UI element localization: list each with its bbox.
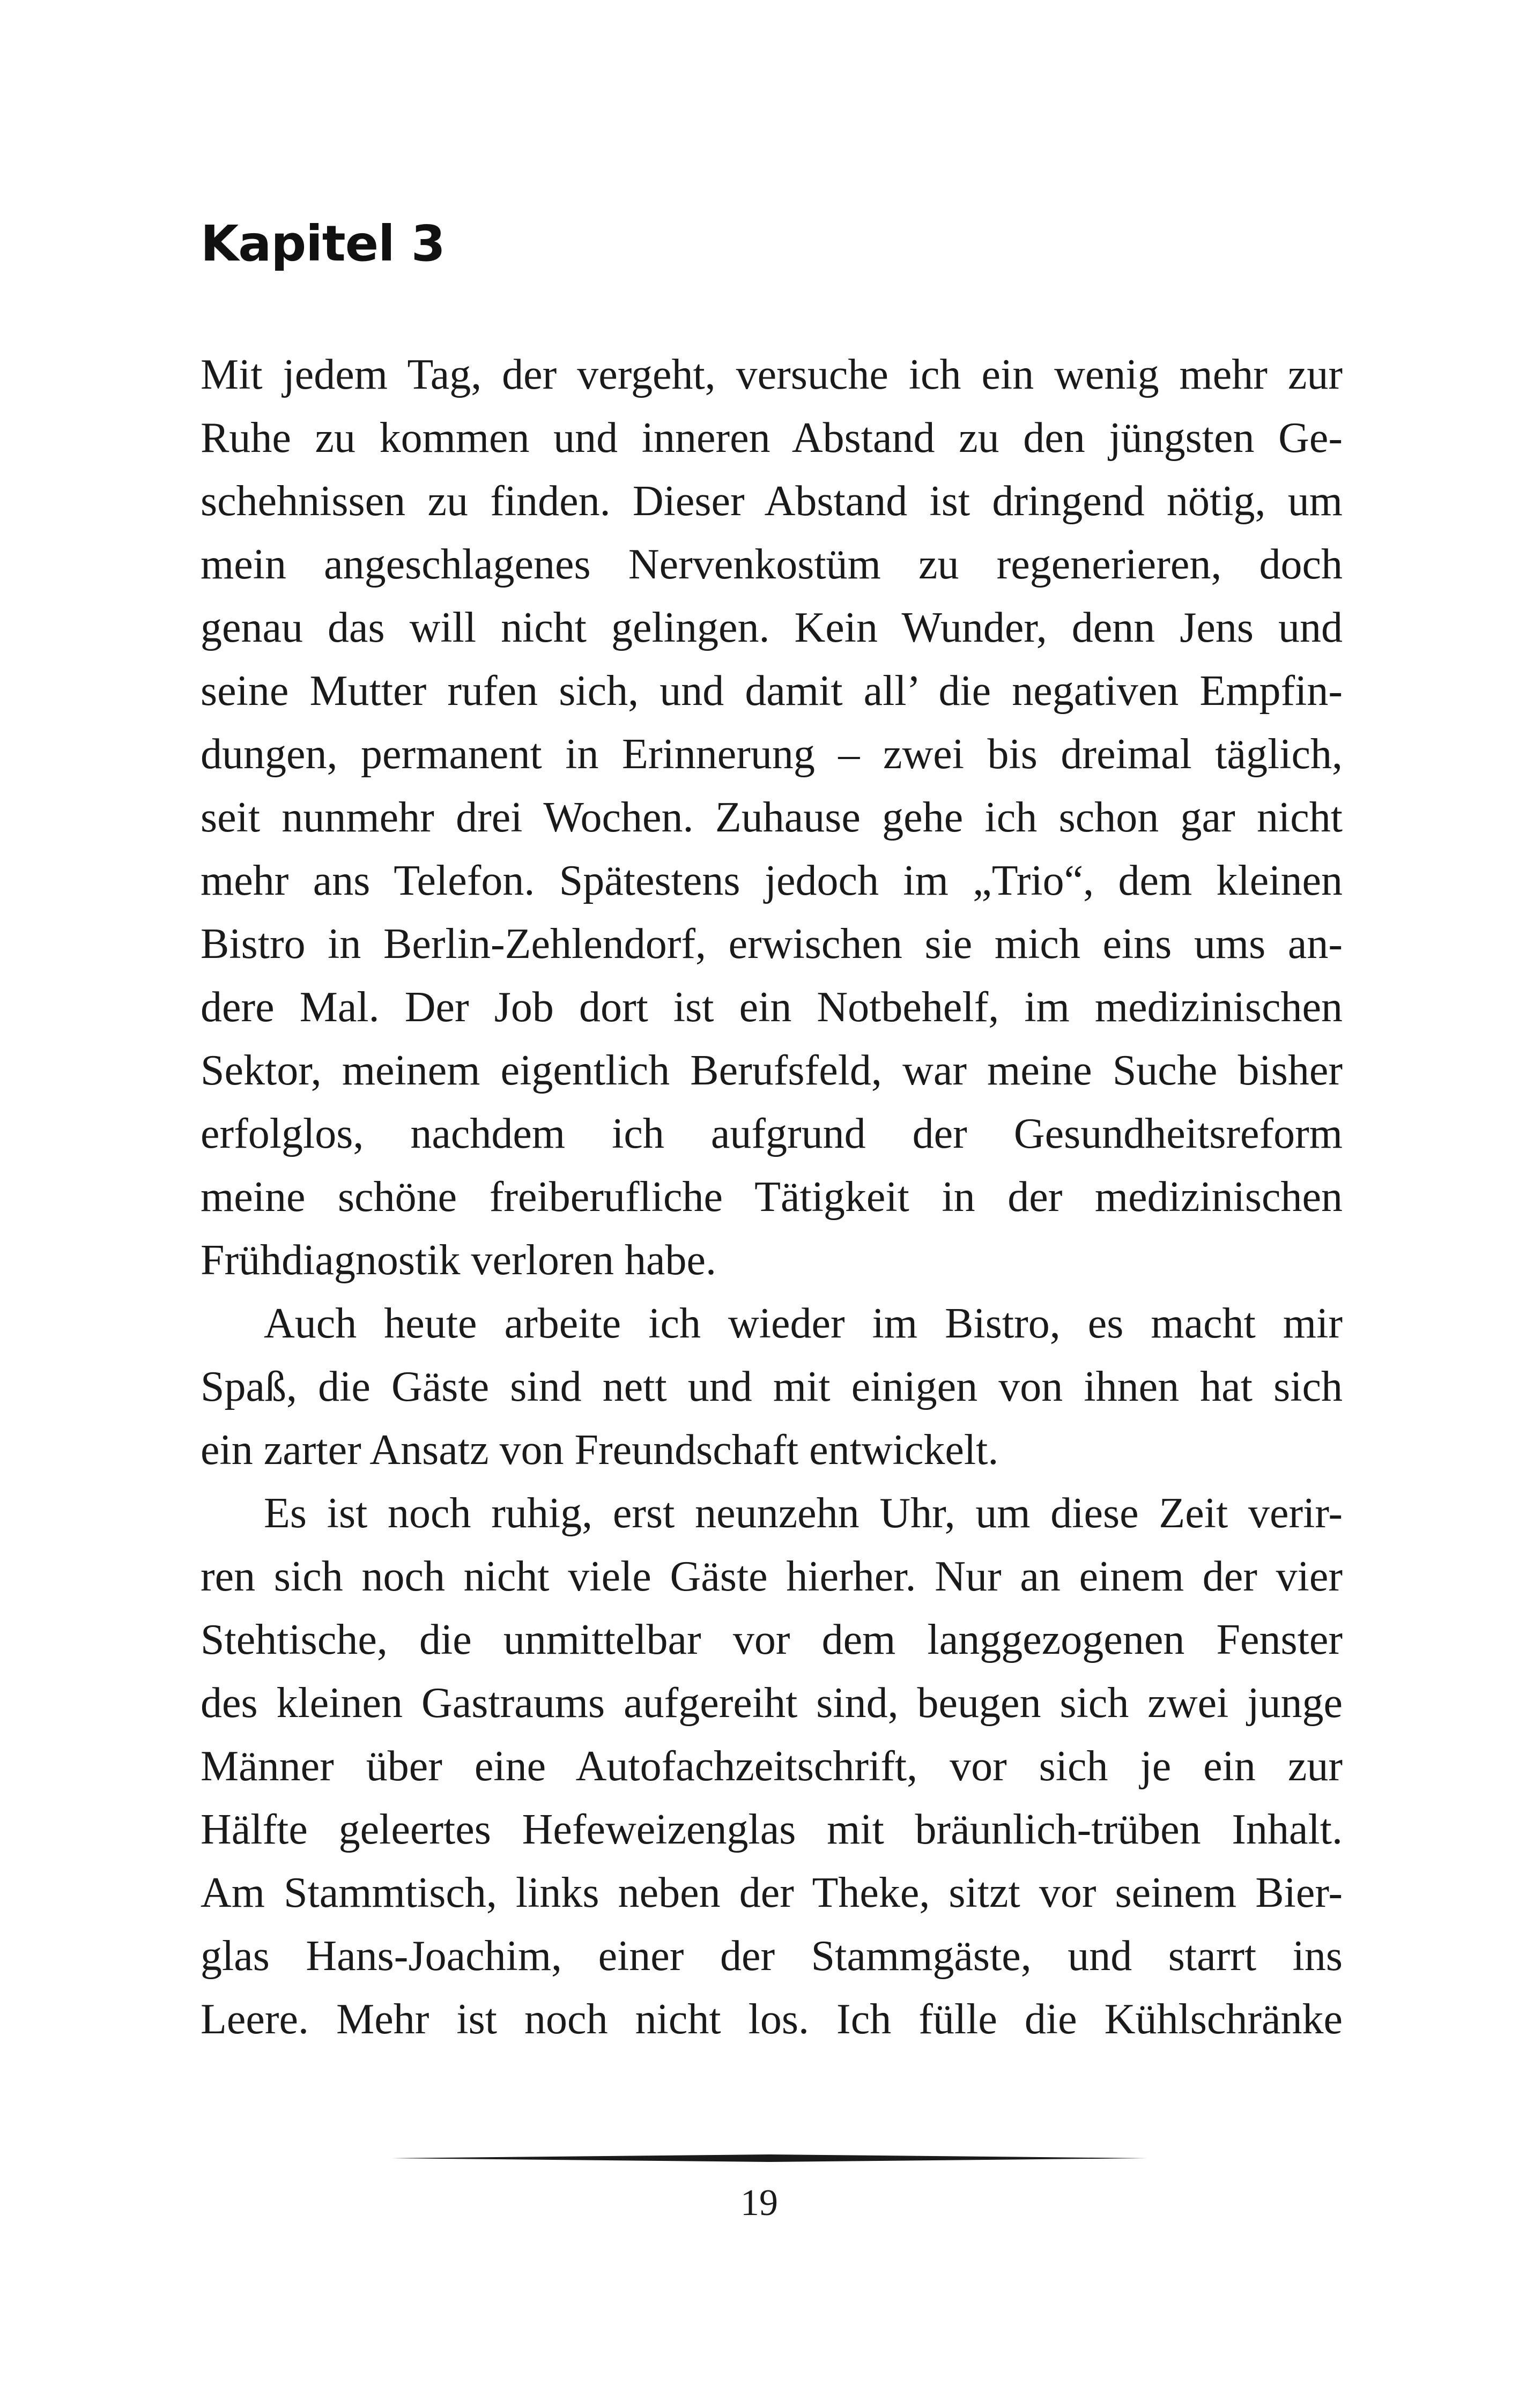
paragraph-2 (201, 1292, 1343, 1482)
text-line: Stehtische, die unmittelbar vor dem langgezogenen Fenster (201, 1616, 1343, 1663)
text-line: ein zarter Ansatz von Freundschaft entwickelt. (201, 1426, 999, 1474)
text-line: ren sich noch nicht viele Gäste hierher. Nur an einem der vier (201, 1553, 1343, 1600)
text-line: mein angeschlagenes Nervenkostüm zu regenerieren, doch (201, 541, 1343, 588)
text-line: dere Mal. Der Job dort ist ein Notbehelf, im medizinischen (201, 984, 1343, 1031)
text-line: des kleinen Gastraums aufgereiht sind, beugen sich zwei junge (201, 1679, 1343, 1727)
text-line: seine Mutter rufen sich, und damit all’ die negativen Empfin- (201, 667, 1343, 715)
footer-divider (391, 2154, 1147, 2162)
text-line: Mit jedem Tag, der vergeht, versuche ich ein wenig mehr zur (201, 351, 1343, 398)
paragraph-1 (201, 343, 1343, 1292)
text-line: Frühdiagnostik verloren habe. (201, 1237, 716, 1284)
text-line: dungen, permanent in Erinnerung – zwei bis dreimal täglich, (201, 731, 1343, 778)
body-text (201, 343, 1343, 2051)
text-line: Spaß, die Gäste sind nett und mit einigen von ihnen hat sich (201, 1363, 1343, 1410)
text-line: Hälfte geleertes Hefeweizenglas mit bräunlich-trüben Inhalt. (201, 1806, 1343, 1853)
text-line: Leere. Mehr ist noch nicht los. Ich fülle die Kühlschränke (201, 1996, 1343, 2043)
text-line: erfolglos, nachdem ich aufgrund der Gesundheitsreform (201, 1110, 1343, 1157)
text-line: Sektor, meinem eigentlich Berufsfeld, war meine Suche bisher (201, 1047, 1343, 1094)
text-line: Männer über eine Autofachzeitschrift, vor sich je ein zur (201, 1743, 1343, 1790)
text-line: Auch heute arbeite ich wieder im Bistro, es macht mir (264, 1300, 1343, 1347)
text-line: seit nunmehr drei Wochen. Zuhause gehe ich schon gar nicht (201, 794, 1343, 841)
text-line: Es ist noch ruhig, erst neunzehn Uhr, um diese Zeit verir- (264, 1490, 1343, 1537)
text-line: Ruhe zu kommen und inneren Abstand zu den jüngsten Ge- (201, 414, 1343, 462)
text-line: glas Hans-Joachim, einer der Stammgäste, und starrt ins (201, 1933, 1343, 1980)
chapter-title: Kapitel 3 (201, 215, 445, 272)
paragraph-3 (201, 1482, 1343, 2051)
text-line: Bistro in Berlin-Zehlendorf, erwischen sie mich eins ums an- (201, 920, 1343, 968)
text-line: meine schöne freiberufliche Tätigkeit in der medizinischen (201, 1173, 1343, 1221)
text-line: mehr ans Telefon. Spätestens jedoch im „Trio“, dem kleinen (201, 857, 1343, 904)
text-line: Am Stammtisch, links neben der Theke, sitzt vor seinem Bier- (201, 1869, 1343, 1916)
page-number: 19 (740, 2182, 778, 2224)
text-line: genau das will nicht gelingen. Kein Wunder, denn Jens und (201, 604, 1343, 651)
text-line: schehnissen zu finden. Dieser Abstand ist dringend nötig, um (201, 478, 1343, 525)
